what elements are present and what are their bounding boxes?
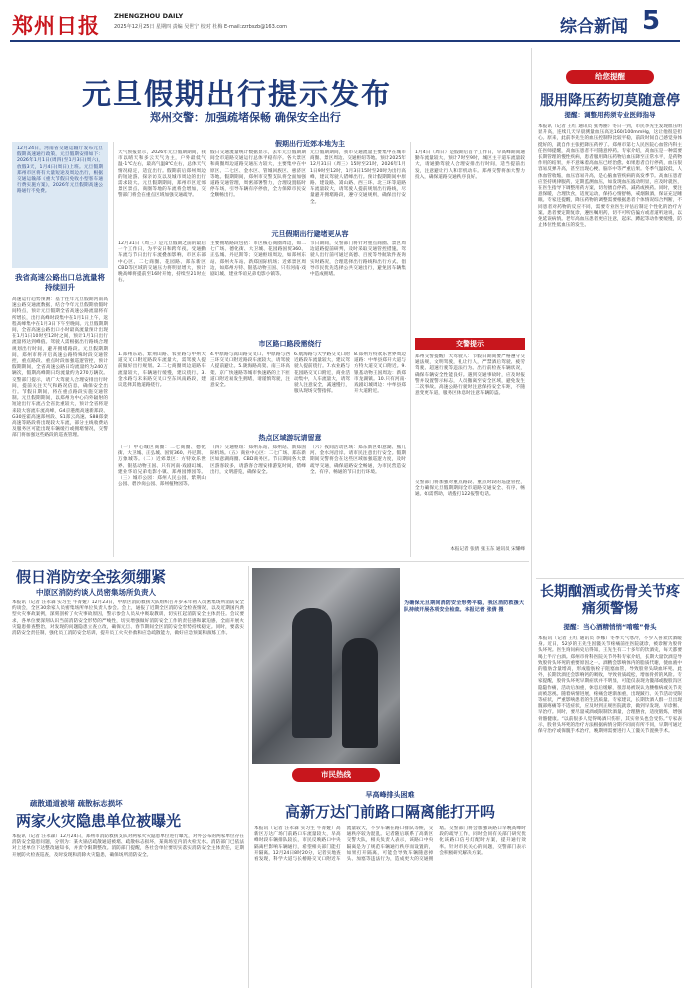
hotline-kicker: 早高峰排头困难 — [365, 791, 415, 799]
health-body: 本报讯（记者 王红 通讯员 张秀丽）冬日一到，市民李先生发现血压明显升高，连续几天早晨测量血压高达160/100mmHg，这让他很是担心。原来，此前李先生的血压控制得比较平稳，前段时间自己感觉身体挺好的，就自作主张把降压药停了。郑州市第七人民医院心血管内科主任医师提醒，高血压患者不可随意停药。专家介绍，高血压是一种需要长期管理的慢性疾病，患者服用降压药物后血压降至正常水平，是药物作用的结果，并不意味着高血压已经治愈。如果患者自行停药，血压很容易反弹升高，甚至出现心梗、脑卒中等严重后果。冬季气温较低，人体血管收缩，血压容易升高，是心脑血管疾病的高发季节。高血压患者应坚持规律服药，定期监测血压，如发现血压波动明显，应及时就医，在医生指导下调整用药方案，切勿擅自停药、减药或换药。同时，要注意保暖，合理饮食，适度运动，保持心情舒畅，戒烟限酒，保证充足睡眠。专家还提醒，降压药物的调整需要根据患者个体情况综合判断，不同患者对药物的反应不同，需要专业医生评估后制定个性化的治疗方案。患者要定期复诊，遵医嘱用药，切不可听信偏方或者道听途说，以免延误病情。老年高血压患者更应注意，起床、蹲起等动作要缓慢，防止体位性低血压的发生。 — [538, 124, 682, 229]
news-photo — [252, 568, 400, 764]
photo-person-2 — [342, 638, 378, 748]
photo-person-1 — [292, 608, 332, 738]
hotline-title: 高新万达门前路口隔离能打开吗 — [284, 803, 495, 821]
subhead-near-travel: 假期出行近郊本地为主 — [275, 140, 345, 148]
lead-col-11: 8.郑州方特欢乐世界周边道路：中牟县郑开大道与方特大道交叉口附近。9.银基动物王国周边：新郑市龙湖镇。10.只有河南·戏剧幻城周边：中牟县郑开大道附近。 — [354, 352, 406, 395]
photo-caption: 为确保元旦期间消防安全形势平稳，我区消防救援大队持续开展各项安全检查。本报记者 张倩 摄 — [404, 600, 524, 613]
newspaper-logo: 郑州日报 — [12, 13, 100, 38]
hot-col-2: （四）交通枢纽：郑州东站、郑州站、新郑国际机场。（五）商业中心区：二七广场、郑东新区如意湖商圈、CBD商务区。节日期间各大景区游客较多，请游客合理安排游览时间，错峰出行，文明游览，确保安全。 — [210, 445, 306, 475]
box1-heading: 我省高速公路出口总流量将持续回升 — [15, 273, 105, 292]
tips-heading-bar — [415, 338, 525, 350]
hotline-badge — [292, 768, 380, 782]
fire-safety-body: 本报讯（记者 汪永森 实习生 牛菁娅）12月23日，中原区消防救援大队组织召开岁末年初人员密集场所消防安全约谈会，全区30余家人员密集场所单位负责人参会。会上，通报了近期全区消防安全检查情况，以及近期国内典型火灾事故案例，深刻剖析了火灾事故原因，警示参会人员从中吸取教训，切实扛起消防安全主体责任。会议要求，各单位要深刻认识当前消防安全形势的严峻性，切实增强做好消防安全工作的责任感和紧迫感，全面开展火灾隐患排查整治，对发现的问题隐患立查立改，确保元旦、春节期间全区消防安全形势持续稳定。同时，要落实消防安全责任制，强化员工消防安全培训，提升员工火灾扑救和应急疏散能力，做好应急预案和演练工作。 — [12, 600, 244, 637]
lead-col-2: 假日交通流量统计数据显示，去年元旦假期期间全市道路交通运行总体平稳有序。各大景区和商圈周边道路交通压力较大，主要集中在中原区、二七区、金水区、管城回族区、惠济区等地。假期期间，郑州市交警支队将全面加强道路交通管理，周密部署警力，合理设置临时停车场，引导车辆有序停放，全力保障市民安全顺畅出行。 — [210, 150, 306, 199]
date-line: 2025年12月25日 星期四 责编 吴世宁 校对 杜梅 E-mail:zzrbszb@163.com — [114, 24, 288, 30]
hot-col-3: （六）夜间活动区域：郑东新区如意湖、熊儿河、金水河沿岸。请市民注意出行安全。假期期间交警将会在这些区域加强巡逻力度，及时疏导交通，确保道路安全畅通，为市民营造安全、有序、畅通的节日出行环境。 — [310, 445, 406, 475]
alcohol-body: 本报讯（记者 王红 通讯员 李娜）冬季天气寒冷，不少人喜欢饮酒暖身。近日，52岁的王先生因髋关节疼痛前往医院就诊，被诊断为股骨头坏死。医生询问病史后得知，王先生有二十多年的饮酒史，每天都要喝上半斤白酒。郑州市骨科医院关节外科专家介绍，长期大量饮酒是导致股骨头坏死的重要原因之一。酒精会影响体内的脂质代谢，使血液中的脂肪含量增高，形成脂肪栓子阻塞血管，导致股骨头缺血坏死。此外，长期饮酒还会影响钙的吸收，导致骨质疏松，增加骨折的风险。专家提醒，股骨头坏死早期症状并不明显，可能仅表现为髋部或腹股沟区隐隐作痛，活动后加重，休息后缓解，很容易被误认为腰椎病或关节炎而被忽视。随着病情进展，疼痛会逐渐加重，出现跛行、关节活动受限等症状，严重影响患者的生活质量。专家建议，长期饮酒人群一旦出现髋部疼痛等不适症状，应及时到正规医院就诊，做到早发现、早诊断、早治疗。同时，要尽量戒酒或限制饮酒量，合理膳食，适度锻炼，增强骨骼健康。“以前很多人觉得喝酒只伤肝，其实骨头也会受伤。”专家表示，股骨头坏死的治疗方法根据病情分期不同而有所不同，早期可通过保守治疗或保髋手术治疗，晚期则需要进行人工髋关节置换手术。 — [538, 636, 682, 735]
hotline-badge-text: 市民热线 — [321, 770, 351, 779]
lead-subtitle: 郑州交警：加强疏堵保畅 确保安全出行 — [150, 111, 341, 124]
tips-body-2: 交警部门将加强对重点路段、重点时段的巡逻管控，全力确保元旦假期期间全市道路交通安全、有序、畅通。如需帮助，请拨打122报警电话。 — [415, 480, 525, 498]
section-title: 综合新闻 — [560, 17, 628, 37]
divider — [113, 142, 114, 557]
health-badge-text: 给您提醒 — [595, 72, 625, 81]
tips-body: 郑州交警提醒广大驾驶人：节假日期间要严格遵守交通法规，文明驾驶，礼让行人，严禁酒后驾驶、疲劳驾驶、超速行驶等违法行为。出行前检查车辆状况，确保车辆安全性能良好。遇到交通事故时，应及时报警并设置警示标志，人员撤离至安全区域，避免发生二次事故。高速公路行驶时注意保持安全车距，不随意变更车道，服务区休息时注意车辆防盗。 — [415, 354, 525, 397]
lead-col-5: 主要拥堵路段包括：市区核心商圈周边，如二七广场、德化街、大卫城、花园路国贸360、正弘城、丹尼斯等；交通枢纽周边，如郑州东站、郑州火车站、新郑国际机场；近郊景区周边，如郑州方特、银基动物王国、只有河南·戏剧幻城、建业华谊兄弟电影小镇等。 — [210, 241, 306, 278]
alcohol-subtitle: 提醒：当心酒精悄悄“啃噬”骨头 — [563, 623, 657, 631]
health-subtitle: 提醒：调整用药须专业医师指导 — [564, 111, 656, 119]
lead-col-3: 元旦假期期间，我市交通流量主要集中在城市商圈、景区周边、交通枢纽等地。预计2025年12月31日（周三）15时至21时，2026年1月1日9时至12时，1月3日15时至20时为出行高峰，建议驾驶人错峰出行。预计假期期间中原路、建设路、嵩山路、西三环、北三环等道路车流量较大，请驾驶人提前规划出行路线，尽量避开拥堵路段，遵守交通规则，确保出行安全。 — [310, 150, 406, 205]
hot-col-1: （一）中心城区商圈：二七商圈、德化街、大卫城、正弘城、国贸360、丹尼斯、万象城等。（二）近郊景区：方特欢乐世界、银基动物王国、只有河南·戏剧幻城、建业华谊兄弟电影小镇、郑州园博园等。（三）城市公园：郑州人民公园、紫荆山公园、碧沙岗公园、郑州植物园等。 — [118, 445, 206, 488]
health-title: 服用降压药切莫随意停 — [540, 93, 680, 109]
hazard-body: 本报讯（记者 汪永森）12月24日，郑州市消防救援支队对两家火灾隐患单位进行曝光，对外公布的两家单位存在消防安全隐患问题，分别为：某火锅店疏散通道被堵、疏散标志损坏，某商场室内消火栓无水。消防部门已依法对上述单位下达整改通知书，并责令限期整改。消防部门提醒，各社会单位要切实落实消防安全主体责任，定期开展防火检查巡查，及时发现和消除火灾隐患，确保场所消防安全。 — [12, 834, 244, 858]
lead-intro-text: 12月24日，河南省交通运输厅发布元旦假期高速通行政策，元旦假期安排如下：2026年1月1日(周四)至1月3日(周六)，放假3天，1月4日(周日)上班。元旦假期郑州市区将有大量短途及周边出行，根据交通运输部《重大节假日免收小型客车通行费实施方案》，2026年元旦假期高速公路通行不免费。 — [17, 146, 103, 195]
hazard-subhead: 疏散通道被堵 疏散标志损坏 — [30, 799, 123, 808]
fire-safety-title: 假日消防安全弦须绷紧 — [16, 568, 167, 586]
subhead-hot-area: 热点区域游玩请留意 — [258, 434, 322, 442]
tips-heading: 交警提示 — [456, 340, 484, 348]
divider — [410, 142, 411, 557]
newspaper-en-name: ZHENGZHOU DAILY — [114, 12, 184, 20]
divider — [248, 566, 249, 988]
lead-col-7: 1月4日（周日）是假期后首个工作日，早高峰期间通勤车流量较大，预计7时至9时，城区主干道车流量较大，请通勤驾驶人合理安排出行时间，适当提前出发，注意避让行人和非机动车。郑州交警将加大警力投入，确保道路交通秩序良好。 — [415, 150, 525, 180]
divider — [12, 561, 529, 562]
divider — [531, 48, 532, 988]
lead-col-6: 节日期间，交警部门将针对重点商圈、景区周边道路提前研判，及时采取交通管控措施。驾驶人出行前可通过高德、百度等导航软件查询实时路况，合理选择出行路线和出行方式。倡导市民优先选择公共交通出行，避免因车辆集中造成拥堵。 — [310, 241, 406, 278]
hazard-title: 两家火灾隐患单位被曝光 — [16, 812, 182, 830]
box1-body: 高速运行趋势预测：基于往年元旦假期河南高速公路交通流数据，结合今年元旦假期放假时间特点，预计元旦假期全省高速公路流量将有所增长，出行高峰时段集中在1月1日上午，返程高峰集中在1月3日下午至晚间。元旦假期期间，全省高速公路出口小时最高流量预计出现在1月1日10时至12时之间，预计1月1日出行流量将达到峰值。驾驶人需根据出行路线合理规划出行时间，避开拥堵路段。元旦假期期间，郑州市将开启高速公路特殊时段交通管控，重点路段、重点时段加强巡逻管控，预计假期期间，全省高速公路日均流量约为240万辆次，假期高峰期日均流量约为270万辆次。交警部门提示，请广大驾驶人合理安排出行时间，提前关注天气和路况信息，确保安全出行。节假日期间，将在重点路段实施交通管制。元旦假期期间，以郑州为中心向外辐射的短途出行车流占全省比重较大，预计全省将迎来较大客流车流高峰，G4京港澳高速新郑段、G30连霍高速郑州段、S1郑云高速、S88郑栾高速等路段将出现较大车流，部分主线收费站及服务区可能出现车辆缓行或拥堵情况，交警部门将加强这些路段的巡查管理。 — [12, 297, 108, 439]
hotline-body: 本报讯（记者 汪永森 实习生 牛菁娅）高新区万达广场门前路口车流量较大，早高峰时段车辆排队较长，市民反映路口中央隔离栏影响车辆通行，希望相关部门能打开隔离。12月24日8时20分，记者实地查看发现，科学大道与长椿路交叉口附近车流量较大，不少车辆在路口排队等候，交通秩序较为混乱。记者随后联系了高新区交警大队，相关负责人表示，该路口中央隔离是为了规范车辆通行秩序而设置的，如果打开隔离，可能会导致车辆随意掉头、加塞等违法行为，造成更大的交通拥堵。交警部门将会加强该路口早晚高峰时段的疏导工作，同时会同有关部门研究优化该路口信号灯配时方案，提升通行效率。针对市民关心的问题，交警部门表示会积极研究解决方案。 — [254, 826, 526, 863]
fire-safety-subtitle: 中原区消防约谈人员密集场所负责人 — [36, 588, 156, 597]
lead-col-9: 4.中原路与嵩山路交叉口、中原路与西三环交叉口附近路段车流较大，请驾驶人提前避让。5.陇海路高架、南三环高架、京广快速路等城市快速路的上下匝道口附近易发生拥堵，请谨慎驾驶，注意安全。 — [210, 352, 290, 389]
lead-col-8: 1.郑州东站、紫荆山路、农业路与中州大道交叉口附近路段车流量大，需驾驶人提前做好出行规划。2.二七商圈周边道路车流量较大，车辆通行缓慢，建议绕行。3.金水路与未来路交叉口至东风南路段，建议选择其他道路绕行。 — [118, 352, 206, 389]
lead-col-10: 6.航海路与大学路交叉口附近路段车流量较大，建议驾驶人提前绕行。7.农业路与花园路交叉口附近，商业活动集中，人车流量大，请驾驶人注意安全，减速慢行，服从现场交警指挥。 — [294, 352, 350, 395]
alcohol-title: 长期酗酒或伤骨关节疼痛须警惕 — [540, 584, 680, 617]
subhead-detour: 市区路口路段需绕行 — [258, 340, 322, 348]
lead-col-4: 12月31日（周三）是元旦假期之前的最后一个工作日，为平安日和跨年夜。受通勤车流与节日出行车流叠加影响，市区东部中心区、二七商圈、花园路、郑东新区CBD等区域的交通压力将明显增大，预计晚高峰将提前至16时开始，持续至21时左右。 — [118, 241, 206, 284]
page-number: 5 — [642, 6, 661, 36]
lead-col-1: 天气预报显示，2026年元旦假期期间，我市以晴天和多云天气为主，户外最低气温-1℃左右，最高气温8℃左右，总体天气情况稳定，适宜出行。假期前后郑州周边的短途游、探亲访友以及城市周边的出行需求较大。元旦假期期间，郑州市区近郊景区景点、商圈等地的车流将会增加，交警部门将会在重点区域加强交通疏导。 — [118, 150, 206, 199]
masthead-rule — [10, 40, 680, 42]
lead-intro-box — [12, 142, 108, 268]
subhead-avoid-jam: 元旦假期出行避堵更从容 — [271, 230, 349, 238]
lead-reporter: 本报记者 张倩 张玉东 通讯员 宋耀峰 — [450, 547, 525, 552]
divider — [536, 578, 684, 579]
health-badge — [566, 70, 654, 84]
masthead — [0, 0, 690, 54]
lead-title: 元旦假期出行提示发布 — [82, 77, 393, 111]
